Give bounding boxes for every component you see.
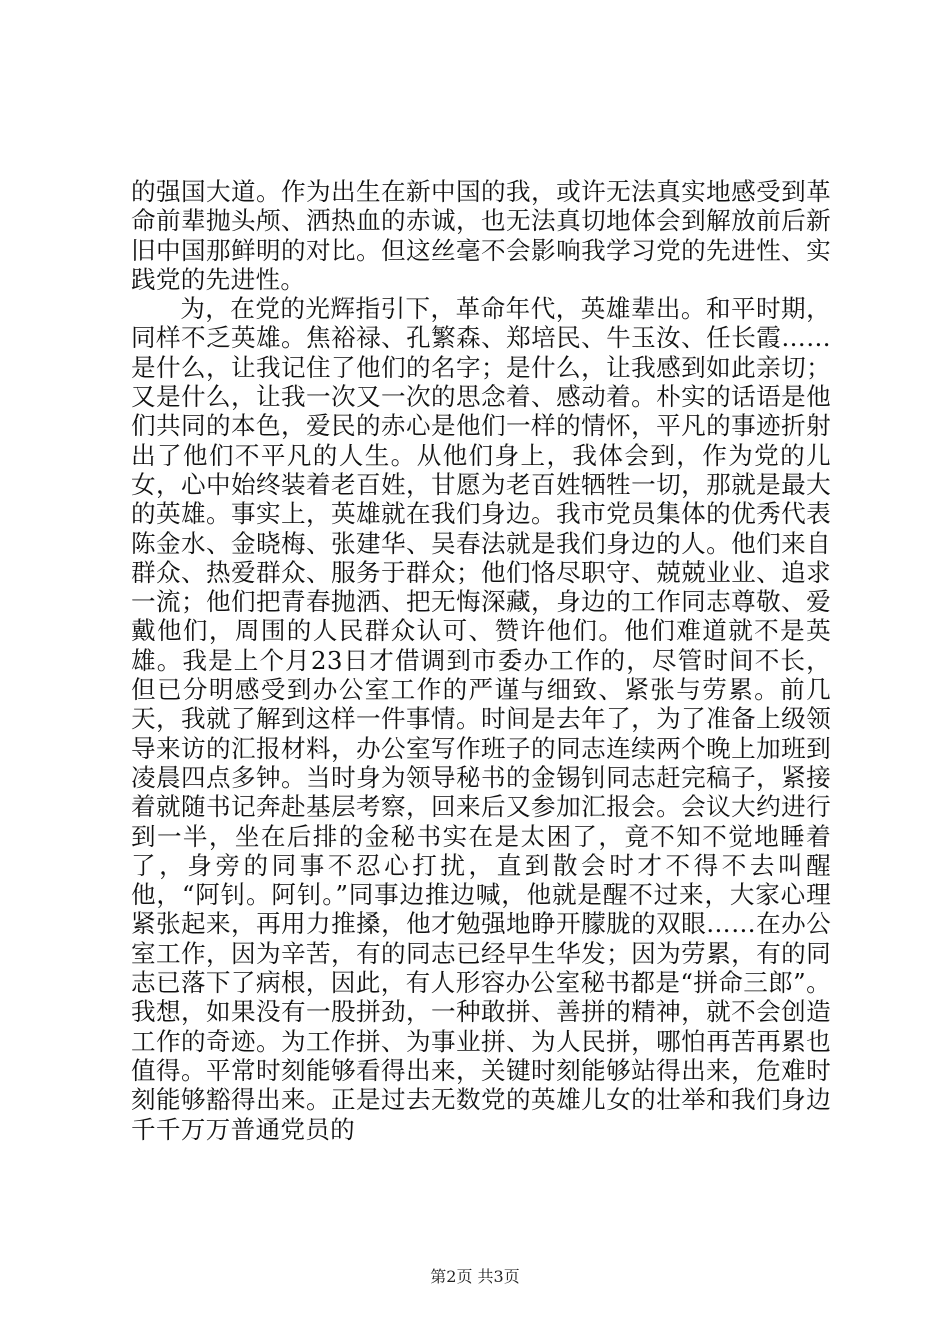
page-footer: [0, 1267, 950, 1287]
document-body: [131, 177, 831, 1144]
paragraph-2: 为，在党的光辉指引下，革命年代，英雄辈出。和平时期，同样不乏英雄。焦裕禄、孔繁森、郑培民、牛玉汝、任长霞……是什么，让我记住了他们的名字；是什么，让我感到如此亲切；又是什么，让我一次又一次的思念着、感动着。朴实的话语是他们共同的本色，爱民的赤心是他们一样的情怀，平凡的事迹折射出了他们不平凡的人生。从他们身上，我体会到，作为党的儿女，心中始终装着老百姓，甘愿为老百姓牺牲一切，那就是最大的英雄。事实上，英雄就在我们身边。我市党员集体的优秀代表陈金水、金晓梅、张建华、吴春法就是我们身边的人。他们来自群众、热爱群众、服务于群众；他们恪尽职守、兢兢业业、追求一流；他们把青春抛洒、把无悔深藏，身边的工作同志尊敬、爱戴他们，周围的人民群众认可、赞许他们。他们难道就不是英雄。我是上个月23日才借调到市委办工作的，尽管时间不长，但已分明感受到办公室工作的严谨与细致、紧张与劳累。前几天，我就了解到这样一件事情。时间是去年了，为了准备上级领导来访的汇报材料，办公室写作班子的同志连续两个晚上加班到凌晨四点多钟。当时身为领导秘书的金锡钊同志赶完稿子，紧接着就随书记奔赴基层考察，回来后又参加汇报会。会议大约进行到一半，坐在后排的金秘书实在是太困了，竟不知不觉地睡着了，身旁的同事不忍心打扰，直到散会时才不得不去叫醒他，“阿钊。阿钊。”同事边推边喊，他就是醒不过来，大家心理紧张起来，再用力推搡，他才勉强地睁开朦胧的双眼……在办公室工作，因为辛苦，有的同志已经早生华发；因为劳累，有的同志已落下了病根，因此，有人形容办公室秘书都是“拼命三郎”。我想，如果没有一股拼劲，一种敢拼、善拼的精神，就不会创造工作的奇迹。为工作拼、为事业拼、为人民拼，哪怕再苦再累也值得。平常时刻能够看得出来，关键时刻能够站得出来，危难时刻能够豁得出来。正是过去无数党的英雄儿女的壮举和我们身边千千万万普通党员的: [131, 294, 831, 1144]
page-number: 第2页 共3页: [430, 1267, 520, 1286]
paragraph-1: 的强国大道。作为出生在新中国的我，或许无法真实地感受到革命前辈抛头颅、洒热血的赤诚，也无法真切地体会到解放前后新旧中国那鲜明的对比。但这丝毫不会影响我学习党的先进性、实践党的先进性。: [131, 177, 831, 294]
